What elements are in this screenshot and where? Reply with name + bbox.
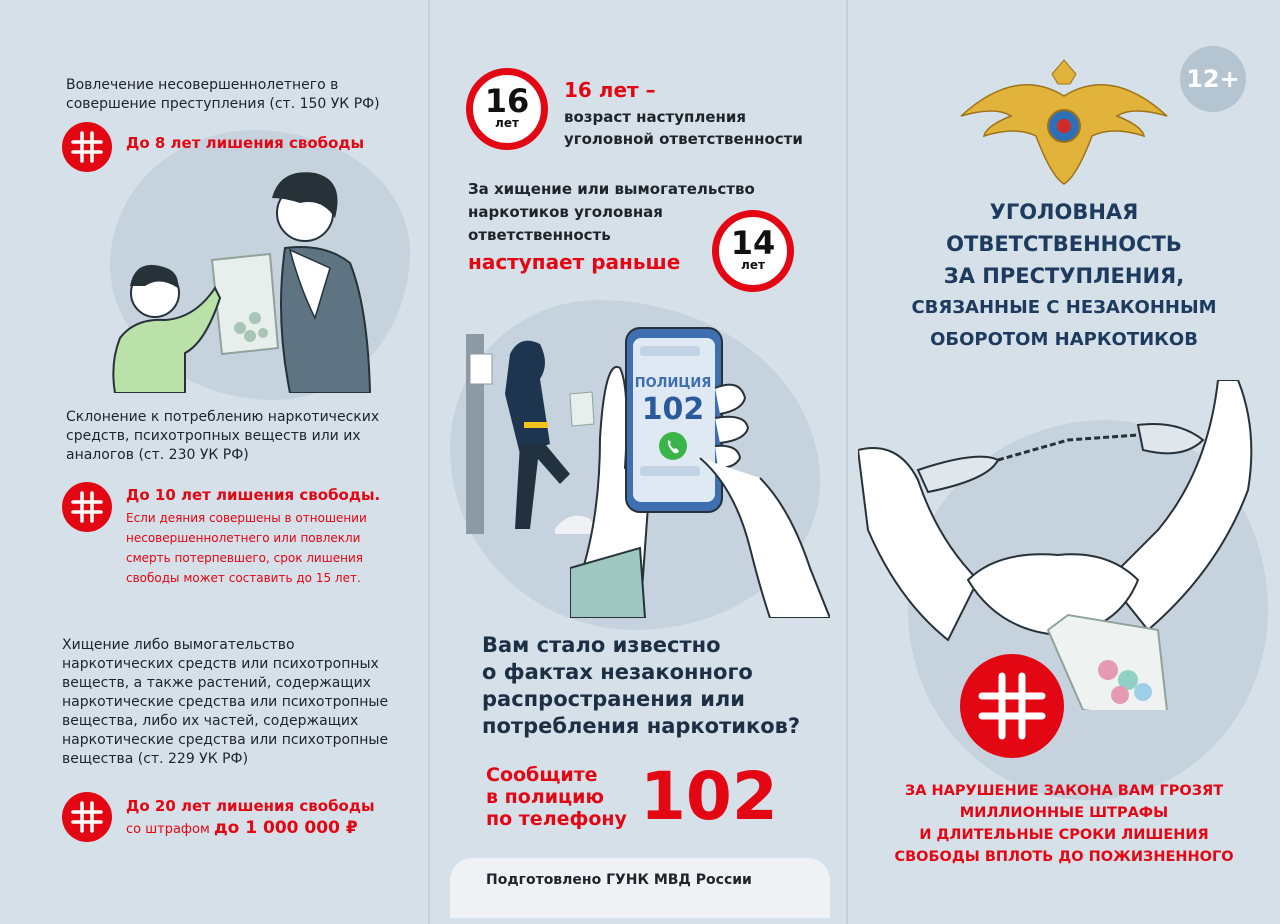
- warning-text: ЗА НАРУШЕНИЕ ЗАКОНА ВАМ ГРОЗЯТ МИЛЛИОННЫЕ ШТРАФЫ И ДЛИТЕЛЬНЫЕ СРОКИ ЛИШЕНИЯ СВОБОДЫ ВПЛОТЬ ДО ПОЖИЗНЕННОГО: [894, 783, 1234, 865]
- main-title: УГОЛОВНАЯ ОТВЕТСТВЕННОСТЬ ЗА ПРЕСТУПЛЕНИЯ, СВЯЗАННЫЕ С НЕЗАКОННЫМ ОБОРОТОМ НАРКОТИКОВ: [911, 200, 1217, 350]
- prepared-by: Подготовлено ГУНК МВД России: [486, 872, 752, 888]
- theft-text: За хищение или вымогательство наркотиков уголовная ответственность: [468, 180, 755, 244]
- left-panel: [0, 0, 428, 924]
- article-229-fine: со штрафом до 1 000 000 ₽: [126, 818, 358, 838]
- middle-panel: [428, 0, 848, 924]
- prison-bars-icon: [62, 482, 112, 532]
- phone-label: ПОЛИЦИЯ: [634, 376, 712, 391]
- hand-phone-illustration: [570, 318, 830, 618]
- footer-bar: [450, 858, 830, 918]
- article-230-note: Если деяния совершены в отношении несовершеннолетнего или повлекли смерть потерпевшего, срок лишения свободы может составить до 15 лет.: [126, 511, 367, 585]
- prison-bars-icon: [62, 792, 112, 842]
- question-text: Вам стало известно о фактах незаконного распространения или потребления наркотиков?: [482, 633, 801, 738]
- large-prison-bars-icon: [960, 654, 1064, 758]
- police-eagle-emblem: [956, 56, 1172, 186]
- age-rating-badge: 12+: [1180, 46, 1246, 112]
- report-number: 102: [640, 758, 778, 835]
- article-150-text: Вовлечение несовершеннолетнего в совершение преступления (ст. 150 УК РФ): [66, 77, 380, 112]
- report-text: Сообщите в полицию по телефону: [486, 764, 627, 830]
- right-panel: [848, 0, 1280, 924]
- adult-child-illustration: [100, 168, 390, 393]
- article-230-penalty: До 10 лет лишения свободы.: [126, 486, 381, 504]
- theft-highlight: наступает раньше: [468, 250, 681, 274]
- article-229-text: Хищение либо вымогательство наркотических средств или психотропных веществ, а также растений, содержащих наркотические средства или психотропные вещества, либо их частей, содержащих наркотические средства или психотропные вещества (ст. 229 УК РФ): [62, 637, 389, 767]
- article-150-penalty: До 8 лет лишения свободы: [126, 134, 365, 152]
- age-description: возраст наступления уголовной ответственности: [564, 108, 803, 148]
- age-14-sign: 14 лет: [712, 210, 794, 292]
- age-heading: 16 лет –: [564, 78, 656, 102]
- article-230-text: Склонение к потреблению наркотических средств, психотропных веществ или их аналогов (ст. 230 УК РФ): [66, 409, 380, 463]
- age-16-sign: 16 лет: [466, 68, 548, 150]
- prison-bars-icon: [62, 122, 112, 172]
- phone-number: 102: [641, 392, 705, 427]
- article-229-penalty: До 20 лет лишения свободы: [126, 797, 375, 815]
- call-icon: [659, 432, 687, 460]
